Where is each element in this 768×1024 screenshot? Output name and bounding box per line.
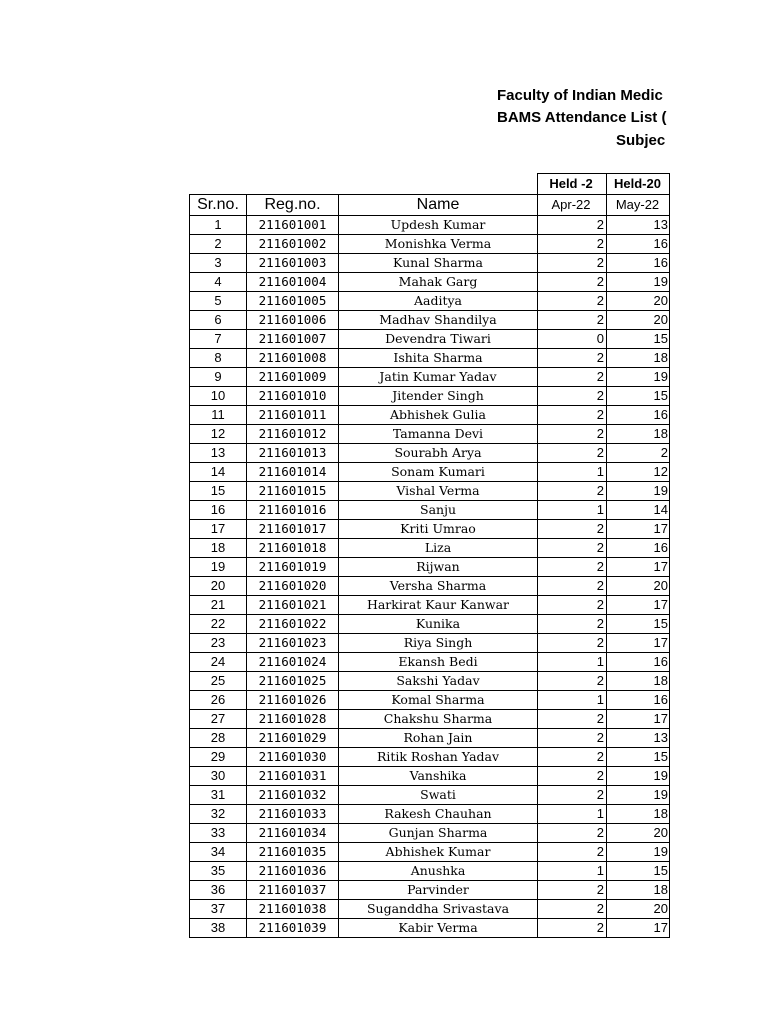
held-may-cell: 17 xyxy=(607,520,670,539)
regno-cell: 211601035 xyxy=(247,843,339,862)
regno-cell: 211601032 xyxy=(247,786,339,805)
srno-header: Sr.no. xyxy=(190,195,247,216)
regno-cell: 211601016 xyxy=(247,501,339,520)
srno-cell: 23 xyxy=(190,634,247,653)
srno-cell: 34 xyxy=(190,843,247,862)
held-apr-cell: 2 xyxy=(538,729,607,748)
regno-cell: 211601039 xyxy=(247,919,339,938)
name-cell: Sonam Kumari xyxy=(339,463,538,482)
held-may-cell: 16 xyxy=(607,235,670,254)
held-may-cell: 20 xyxy=(607,577,670,596)
held-apr-cell: 2 xyxy=(538,596,607,615)
held-may-cell: 19 xyxy=(607,368,670,387)
regno-cell: 211601006 xyxy=(247,311,339,330)
table-row xyxy=(190,539,670,558)
table-row xyxy=(190,387,670,406)
held-apr-cell: 1 xyxy=(538,501,607,520)
srno-cell: 9 xyxy=(190,368,247,387)
name-cell: Kabir Verma xyxy=(339,919,538,938)
regno-cell: 211601009 xyxy=(247,368,339,387)
regno-cell: 211601017 xyxy=(247,520,339,539)
name-cell: Komal Sharma xyxy=(339,691,538,710)
regno-cell: 211601024 xyxy=(247,653,339,672)
name-cell: Monishka Verma xyxy=(339,235,538,254)
table-row xyxy=(190,843,670,862)
held-apr-cell: 2 xyxy=(538,672,607,691)
srno-cell: 8 xyxy=(190,349,247,368)
held-may-cell: 20 xyxy=(607,311,670,330)
regno-cell: 211601030 xyxy=(247,748,339,767)
held-may-cell: 16 xyxy=(607,254,670,273)
table-row xyxy=(190,748,670,767)
held-may-cell: 14 xyxy=(607,501,670,520)
held-may-cell: 20 xyxy=(607,824,670,843)
table-row xyxy=(190,691,670,710)
regno-cell: 211601038 xyxy=(247,900,339,919)
regno-cell: 211601001 xyxy=(247,216,339,235)
held-apr-cell: 2 xyxy=(538,444,607,463)
held-may-cell: 18 xyxy=(607,805,670,824)
regno-cell: 211601037 xyxy=(247,881,339,900)
held-may-cell: 18 xyxy=(607,349,670,368)
held-may-cell: 13 xyxy=(607,729,670,748)
srno-cell: 22 xyxy=(190,615,247,634)
held-may-cell: 19 xyxy=(607,843,670,862)
name-cell: Aaditya xyxy=(339,292,538,311)
table-row xyxy=(190,653,670,672)
held-apr-cell: 2 xyxy=(538,615,607,634)
regno-cell: 211601021 xyxy=(247,596,339,615)
held-may-cell: 20 xyxy=(607,292,670,311)
srno-cell: 2 xyxy=(190,235,247,254)
held-may-cell: 16 xyxy=(607,539,670,558)
regno-cell: 211601007 xyxy=(247,330,339,349)
table-row xyxy=(190,634,670,653)
held-may-cell: 20 xyxy=(607,900,670,919)
held-may-cell: 15 xyxy=(607,862,670,881)
table-row xyxy=(190,824,670,843)
name-cell: Rakesh Chauhan xyxy=(339,805,538,824)
table-row xyxy=(190,672,670,691)
srno-cell: 11 xyxy=(190,406,247,425)
held-apr-cell: 1 xyxy=(538,653,607,672)
name-cell: Chakshu Sharma xyxy=(339,710,538,729)
srno-cell: 21 xyxy=(190,596,247,615)
table-row xyxy=(190,330,670,349)
subject-title: Subjec xyxy=(616,132,666,149)
srno-cell: 26 xyxy=(190,691,247,710)
held-may-cell: 17 xyxy=(607,919,670,938)
srno-cell: 15 xyxy=(190,482,247,501)
srno-cell: 36 xyxy=(190,881,247,900)
held-apr-cell: 2 xyxy=(538,748,607,767)
srno-cell: 25 xyxy=(190,672,247,691)
held-apr-cell: 2 xyxy=(538,387,607,406)
held-apr-cell: 2 xyxy=(538,254,607,273)
name-cell: Kunika xyxy=(339,615,538,634)
srno-cell: 27 xyxy=(190,710,247,729)
srno-cell: 4 xyxy=(190,273,247,292)
name-cell: Ekansh Bedi xyxy=(339,653,538,672)
held-apr-cell: 2 xyxy=(538,520,607,539)
held-apr-cell: 2 xyxy=(538,710,607,729)
regno-cell: 211601013 xyxy=(247,444,339,463)
held-may-cell: 16 xyxy=(607,691,670,710)
held-apr-cell: 2 xyxy=(538,919,607,938)
srno-cell: 31 xyxy=(190,786,247,805)
regno-cell: 211601018 xyxy=(247,539,339,558)
held-apr-cell: 1 xyxy=(538,862,607,881)
header-row-held xyxy=(190,174,670,195)
regno-cell: 211601002 xyxy=(247,235,339,254)
table-row xyxy=(190,805,670,824)
held-may-cell: 13 xyxy=(607,216,670,235)
table-row xyxy=(190,311,670,330)
attendance-list-title: BAMS Attendance List ( xyxy=(497,109,667,126)
srno-cell: 37 xyxy=(190,900,247,919)
table-row xyxy=(190,463,670,482)
table-row xyxy=(190,501,670,520)
held-may-cell: 15 xyxy=(607,748,670,767)
name-cell: Devendra Tiwari xyxy=(339,330,538,349)
name-cell: Gunjan Sharma xyxy=(339,824,538,843)
name-cell: Madhav Shandilya xyxy=(339,311,538,330)
table-row xyxy=(190,596,670,615)
held-apr-cell: 2 xyxy=(538,786,607,805)
name-cell: Sanju xyxy=(339,501,538,520)
held-apr-cell: 2 xyxy=(538,235,607,254)
held-may-cell: 18 xyxy=(607,881,670,900)
held-apr-cell: 1 xyxy=(538,805,607,824)
regno-cell: 211601034 xyxy=(247,824,339,843)
held-apr-header: Held -2 xyxy=(538,174,607,195)
table-row xyxy=(190,577,670,596)
table-row xyxy=(190,767,670,786)
held-may-cell: 18 xyxy=(607,425,670,444)
header-blank xyxy=(190,174,247,195)
regno-cell: 211601020 xyxy=(247,577,339,596)
srno-cell: 33 xyxy=(190,824,247,843)
held-may-cell: 12 xyxy=(607,463,670,482)
regno-cell: 211601010 xyxy=(247,387,339,406)
table-row xyxy=(190,349,670,368)
name-cell: Abhishek Kumar xyxy=(339,843,538,862)
srno-cell: 35 xyxy=(190,862,247,881)
table-row xyxy=(190,235,670,254)
name-cell: Jitender Singh xyxy=(339,387,538,406)
held-may-cell: 17 xyxy=(607,634,670,653)
name-cell: Suganddha Srivastava xyxy=(339,900,538,919)
regno-cell: 211601022 xyxy=(247,615,339,634)
name-cell: Rijwan xyxy=(339,558,538,577)
held-apr-cell: 2 xyxy=(538,767,607,786)
table-row xyxy=(190,368,670,387)
name-cell: Anushka xyxy=(339,862,538,881)
table-row xyxy=(190,729,670,748)
srno-cell: 13 xyxy=(190,444,247,463)
srno-cell: 32 xyxy=(190,805,247,824)
name-cell: Swati xyxy=(339,786,538,805)
held-apr-cell: 1 xyxy=(538,691,607,710)
srno-cell: 14 xyxy=(190,463,247,482)
name-cell: Harkirat Kaur Kanwar xyxy=(339,596,538,615)
held-apr-cell: 2 xyxy=(538,368,607,387)
regno-cell: 211601025 xyxy=(247,672,339,691)
held-apr-cell: 2 xyxy=(538,539,607,558)
held-may-cell: 19 xyxy=(607,482,670,501)
held-may-cell: 16 xyxy=(607,406,670,425)
srno-cell: 3 xyxy=(190,254,247,273)
held-may-cell: 16 xyxy=(607,653,670,672)
table-row xyxy=(190,862,670,881)
held-apr-cell: 2 xyxy=(538,273,607,292)
srno-cell: 12 xyxy=(190,425,247,444)
held-apr-cell: 2 xyxy=(538,634,607,653)
month-apr-header: Apr-22 xyxy=(538,195,607,216)
name-cell: Parvinder xyxy=(339,881,538,900)
name-cell: Sakshi Yadav xyxy=(339,672,538,691)
table-row xyxy=(190,273,670,292)
regno-cell: 211601033 xyxy=(247,805,339,824)
name-cell: Abhishek Gulia xyxy=(339,406,538,425)
held-may-cell: 15 xyxy=(607,387,670,406)
table-row xyxy=(190,254,670,273)
name-cell: Kunal Sharma xyxy=(339,254,538,273)
held-may-cell: 15 xyxy=(607,615,670,634)
regno-cell: 211601003 xyxy=(247,254,339,273)
srno-cell: 7 xyxy=(190,330,247,349)
table-row xyxy=(190,520,670,539)
held-may-cell: 19 xyxy=(607,767,670,786)
table-row xyxy=(190,444,670,463)
regno-cell: 211601014 xyxy=(247,463,339,482)
held-may-cell: 19 xyxy=(607,786,670,805)
name-cell: Ritik Roshan Yadav xyxy=(339,748,538,767)
name-cell: Riya Singh xyxy=(339,634,538,653)
name-cell: Kriti Umrao xyxy=(339,520,538,539)
name-cell: Versha Sharma xyxy=(339,577,538,596)
regno-cell: 211601019 xyxy=(247,558,339,577)
table-row xyxy=(190,881,670,900)
held-apr-cell: 2 xyxy=(538,558,607,577)
name-cell: Sourabh Arya xyxy=(339,444,538,463)
srno-cell: 20 xyxy=(190,577,247,596)
table-row xyxy=(190,919,670,938)
held-may-cell: 15 xyxy=(607,330,670,349)
regno-cell: 211601031 xyxy=(247,767,339,786)
srno-cell: 6 xyxy=(190,311,247,330)
regno-cell: 211601015 xyxy=(247,482,339,501)
table-row xyxy=(190,786,670,805)
held-may-cell: 17 xyxy=(607,596,670,615)
held-apr-cell: 2 xyxy=(538,577,607,596)
srno-cell: 28 xyxy=(190,729,247,748)
regno-cell: 211601008 xyxy=(247,349,339,368)
month-may-header: May-22 xyxy=(607,195,670,216)
table-row xyxy=(190,615,670,634)
held-may-cell: 18 xyxy=(607,672,670,691)
held-apr-cell: 2 xyxy=(538,881,607,900)
header-blank xyxy=(247,174,339,195)
held-apr-cell: 1 xyxy=(538,463,607,482)
name-cell: Vanshika xyxy=(339,767,538,786)
srno-cell: 10 xyxy=(190,387,247,406)
srno-cell: 30 xyxy=(190,767,247,786)
name-cell: Mahak Garg xyxy=(339,273,538,292)
table-row xyxy=(190,406,670,425)
regno-cell: 211601011 xyxy=(247,406,339,425)
name-cell: Ishita Sharma xyxy=(339,349,538,368)
held-apr-cell: 2 xyxy=(538,425,607,444)
srno-cell: 24 xyxy=(190,653,247,672)
regno-cell: 211601026 xyxy=(247,691,339,710)
table-row xyxy=(190,216,670,235)
held-may-cell: 17 xyxy=(607,558,670,577)
held-apr-cell: 2 xyxy=(538,406,607,425)
regno-cell: 211601023 xyxy=(247,634,339,653)
held-apr-cell: 2 xyxy=(538,900,607,919)
header-blank xyxy=(339,174,538,195)
faculty-title: Faculty of Indian Medic xyxy=(497,87,663,104)
held-apr-cell: 2 xyxy=(538,824,607,843)
name-cell: Jatin Kumar Yadav xyxy=(339,368,538,387)
held-may-cell: 2 xyxy=(607,444,670,463)
table-row xyxy=(190,900,670,919)
header-row-columns xyxy=(190,195,670,216)
held-apr-cell: 2 xyxy=(538,349,607,368)
held-apr-cell: 2 xyxy=(538,311,607,330)
name-cell: Tamanna Devi xyxy=(339,425,538,444)
srno-cell: 16 xyxy=(190,501,247,520)
held-apr-cell: 2 xyxy=(538,292,607,311)
held-apr-cell: 0 xyxy=(538,330,607,349)
table-row xyxy=(190,710,670,729)
held-apr-cell: 2 xyxy=(538,216,607,235)
table-row xyxy=(190,482,670,501)
srno-cell: 17 xyxy=(190,520,247,539)
regno-cell: 211601036 xyxy=(247,862,339,881)
regno-cell: 211601004 xyxy=(247,273,339,292)
name-cell: Liza xyxy=(339,539,538,558)
held-may-cell: 17 xyxy=(607,710,670,729)
table-row xyxy=(190,558,670,577)
regno-header: Reg.no. xyxy=(247,195,339,216)
name-cell: Vishal Verma xyxy=(339,482,538,501)
srno-cell: 19 xyxy=(190,558,247,577)
table-row xyxy=(190,425,670,444)
held-apr-cell: 2 xyxy=(538,482,607,501)
srno-cell: 38 xyxy=(190,919,247,938)
held-may-header: Held-20 xyxy=(607,174,670,195)
regno-cell: 211601029 xyxy=(247,729,339,748)
name-cell: Rohan Jain xyxy=(339,729,538,748)
name-header: Name xyxy=(339,195,538,216)
table-row xyxy=(190,292,670,311)
regno-cell: 211601012 xyxy=(247,425,339,444)
regno-cell: 211601005 xyxy=(247,292,339,311)
held-may-cell: 19 xyxy=(607,273,670,292)
regno-cell: 211601028 xyxy=(247,710,339,729)
attendance-table xyxy=(189,173,670,938)
srno-cell: 1 xyxy=(190,216,247,235)
held-apr-cell: 2 xyxy=(538,843,607,862)
srno-cell: 5 xyxy=(190,292,247,311)
srno-cell: 18 xyxy=(190,539,247,558)
srno-cell: 29 xyxy=(190,748,247,767)
name-cell: Updesh Kumar xyxy=(339,216,538,235)
